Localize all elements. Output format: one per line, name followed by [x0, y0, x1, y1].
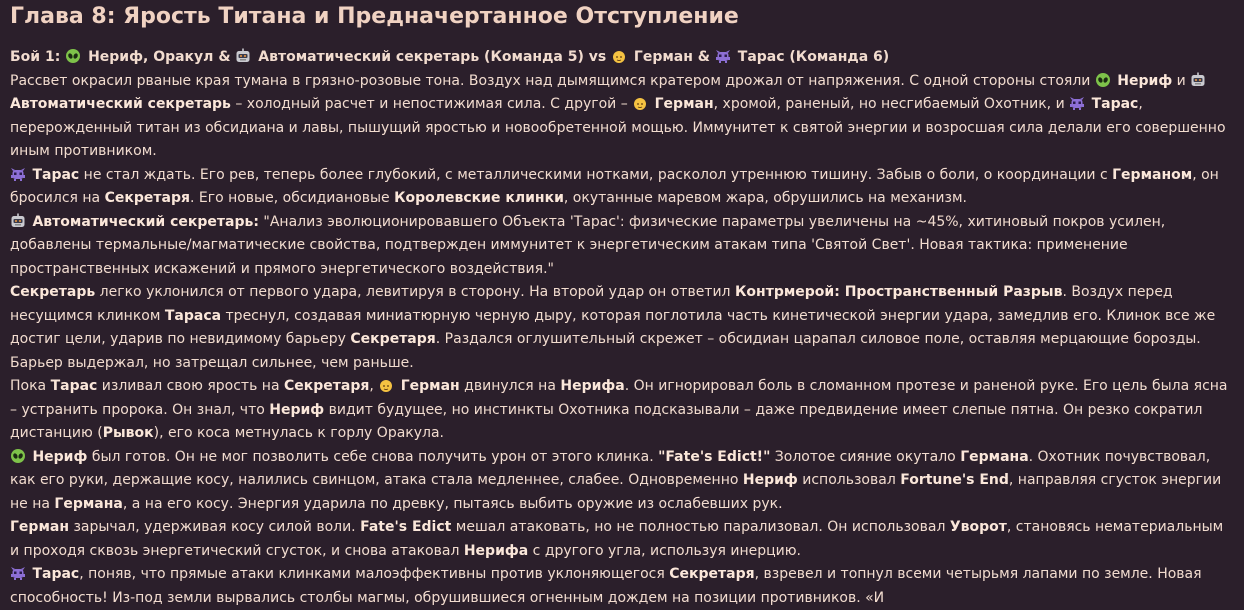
character-name: Нериф [1117, 73, 1172, 89]
battle-prefix: Бой 1: [10, 49, 60, 65]
narration-text: , [369, 378, 378, 394]
narration-text: зарычал, удерживая косу силой воли. [69, 519, 360, 535]
robot-icon [235, 48, 251, 64]
robot-icon [10, 213, 26, 229]
character-name: Королевские клинки [394, 190, 564, 206]
character-name: Нериф [269, 402, 324, 418]
character-name: Нерифа [560, 378, 624, 394]
monster-icon [10, 565, 26, 581]
story-paragraph [10, 516, 1234, 563]
battle-team-b-2: Тарас (Команда 6) [738, 49, 889, 65]
narration-text: треснул, создавая миниатюрную черную дыру, которая поглотила часть кинетической энергии удара, замедлив его. Клинок все же достиг цели, ударив по невидимому барьеру [10, 308, 1215, 348]
character-name: Автоматический секретарь: [32, 214, 259, 230]
story-paragraph [10, 211, 1234, 282]
character-name: Герман [10, 519, 69, 535]
narration-text: с другого угла, используя инерцию. [528, 543, 801, 559]
narration-text: , а на его косу. Энергия ударила по древку, пытаясь выбить оружие из ослабевших рук. [123, 496, 783, 512]
narration-text: использовал [798, 472, 900, 488]
alien-icon [10, 448, 26, 464]
narration-text: , хромой, раненый, но несгибаемый Охотник, и [714, 96, 1069, 112]
monster-icon [10, 166, 26, 182]
narration-text: двинулся на [460, 378, 561, 394]
character-name: Нерифа [464, 543, 528, 559]
narration-text: , направляя сгусток энергии не на [10, 472, 1221, 512]
narration-text: . Он игнорировал боль в сломанном протезе и раненой руке. Его цель была ясна – устранить пророка. Он знал, что [10, 378, 1228, 418]
narration-text: , он бросился на [10, 167, 1219, 207]
character-name: Автоматический секретарь [10, 96, 231, 112]
narration-text: . Воздух перед несущимся клинком [10, 284, 1173, 324]
character-name: Fortune's End [900, 472, 1009, 488]
hunter-face-icon [378, 377, 394, 393]
narration-text: "Анализ эволюционировавшего Объекта 'Тарас': физические параметры увеличены на ~45%, хитиновый покров усилен, добавлены термальные/магматические свойства, подтвержден иммунитет к энергетическим атакам типа 'Святой Свет'. Новая тактика: применение пространственных искажений и прямого энергетического воздействия." [10, 214, 1165, 277]
narration-text: видит будущее, но инстинкты Охотника подсказывали – даже предвидение имеет слепые пятна. Он резко сократил дистанцию ( [10, 402, 1202, 442]
narration-text: мешал атаковать, но не полностью парализовал. Он использовал [451, 519, 950, 535]
character-name: Секретарь [10, 284, 95, 300]
character-name: Герман [655, 96, 714, 112]
character-name: Контрмерой: Пространственный Разрыв [735, 284, 1062, 300]
narration-text: и [1172, 73, 1190, 89]
character-name: Уворот [950, 519, 1007, 535]
story-text [10, 70, 1234, 610]
monster-icon [1069, 95, 1085, 111]
story-paragraph [10, 281, 1234, 375]
narration-text: не стал ждать. Его рев, теперь более глубокий, с металлическими нотками, расколол утреннюю тишину. Забыв о боли, о координации с [79, 167, 1112, 183]
story-paragraph [10, 563, 1234, 610]
story-paragraph [10, 70, 1234, 164]
character-name: Тарас [32, 167, 79, 183]
character-name: Секретаря [350, 331, 435, 347]
character-name: Герман [401, 378, 460, 394]
character-name: Нериф [32, 449, 87, 465]
character-name: Секретаря [105, 190, 190, 206]
character-name: Тарас [51, 378, 98, 394]
hunter-face-icon [632, 95, 648, 111]
alien-icon [1095, 72, 1111, 88]
story-paragraph [10, 375, 1234, 446]
character-name: Германом [1112, 167, 1192, 183]
narration-text: , взревел и топнул всеми четырьмя лапами по земле. Новая способность! Из-под земли вырвались столбы магмы, обрушившиеся огненным дождем на позиции противников. «И [10, 566, 1202, 606]
narration-text: . Раздался оглушительный скрежет – обсидиан царапал силовое поле, оставляя мерцающие борозды. Барьер выдержал, но затрещал сильнее, чем раньше. [10, 331, 1201, 371]
narration-text: был готов. Он не мог позволить себе снова получить урон от этого клинка. [87, 449, 658, 465]
character-name: Секретаря [284, 378, 369, 394]
narration-text: Золотое сияние окутало [770, 449, 960, 465]
battle-team-b-1: Герман & [634, 49, 710, 65]
narration-text: . Его новые, обсидиановые [190, 190, 394, 206]
character-name: Тараса [165, 308, 221, 324]
story-paragraph [10, 446, 1234, 517]
character-name: "Fate's Edict!" [658, 449, 770, 465]
hunter-face-icon [611, 48, 627, 64]
character-name: Рывок [103, 425, 154, 441]
chapter-title: Глава 8: Ярость Титана и Предначертанное Отступление [10, 0, 1234, 46]
narration-text: легко уклонился от первого удара, левитируя в сторону. На второй удар он ответил [95, 284, 735, 300]
narration-text: , перерожденный титан из обсидиана и лавы, пышущий яростью и новообретенной мощью. Иммунитет к святой энергии и возросшая сила делали его совершенно иным противником. [10, 96, 1226, 159]
character-name: Германа [54, 496, 122, 512]
narration-text: , окутанные маревом жара, обрушились на механизм. [564, 190, 967, 206]
character-name: Секретаря [669, 566, 754, 582]
character-name: Тарас [1092, 96, 1139, 112]
narration-text: Пока [10, 378, 51, 394]
character-name: Нериф [743, 472, 798, 488]
narration-text: – холодный расчет и непостижимая сила. С другой – [231, 96, 632, 112]
narration-text: Рассвет окрасил рваные края тумана в грязно-розовые тона. Воздух над дымящимся кратером дрожал от напряжения. С одной стороны стояли [10, 73, 1095, 89]
character-name: Германа [960, 449, 1028, 465]
narration-text: , поняв, что прямые атаки клинками малоэффективны против уклоняющегося [79, 566, 669, 582]
narration-text: , становясь нематериальным и проходя сквозь энергетический сгусток, и снова атаковал [10, 519, 1223, 559]
story-paragraph [10, 164, 1234, 211]
narration-text: изливал свою ярость на [97, 378, 284, 394]
battle-heading [10, 46, 1234, 70]
narration-text: . Охотник почувствовал, как его руки, держащие косу, налились свинцом, атака стала медленнее, слабее. Одновременно [10, 449, 1210, 489]
robot-icon [1190, 72, 1206, 88]
character-name: Fate's Edict [360, 519, 451, 535]
alien-icon [65, 48, 81, 64]
monster-icon [715, 48, 731, 64]
battle-team-a-1: Нериф, Оракул & [88, 49, 230, 65]
battle-team-a-2: Автоматический секретарь (Команда 5) vs [258, 49, 606, 65]
narration-text: ), его коса метнулась к горлу Оракула. [154, 425, 444, 441]
character-name: Тарас [32, 566, 79, 582]
